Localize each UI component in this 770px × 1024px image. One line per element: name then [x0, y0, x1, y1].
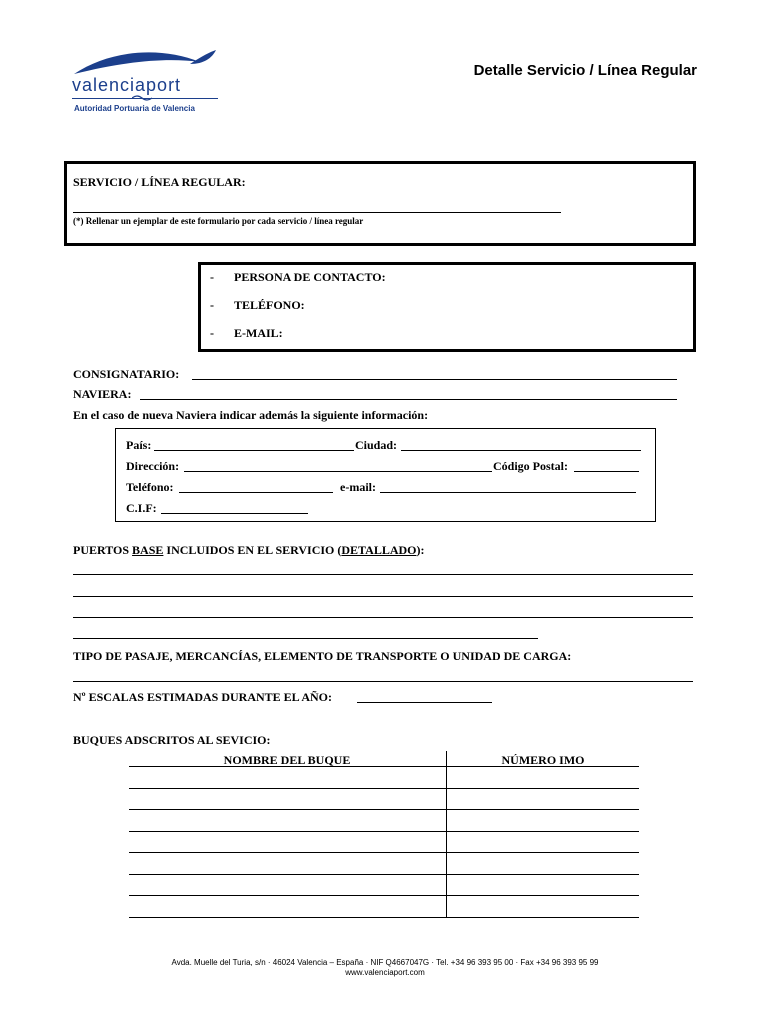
pais-label: País:: [126, 438, 152, 452]
ciudad-input-line[interactable]: [401, 450, 641, 451]
codigo-postal-input-line[interactable]: [574, 471, 639, 472]
email-input-line[interactable]: [380, 492, 636, 493]
cif-label: C.I.F:: [126, 501, 157, 515]
cif-input-line[interactable]: [161, 513, 308, 514]
logo-wave-icon: [132, 94, 152, 102]
puertos-label: [73, 543, 425, 558]
table-row[interactable]: [129, 895, 639, 896]
table-row[interactable]: [129, 809, 639, 810]
consignatario-label: CONSIGNATARIO:: [73, 367, 180, 381]
email-label: e-mail:: [340, 480, 376, 494]
naviera-input-line[interactable]: [140, 399, 677, 400]
puertos-base: BASE: [132, 543, 164, 557]
logo-name: valenciaport: [72, 75, 182, 95]
table-row[interactable]: [129, 788, 639, 789]
puertos-prefix: PUERTOS: [73, 543, 133, 557]
logo: [70, 48, 220, 118]
puertos-suffix: ):: [416, 543, 425, 557]
table-row[interactable]: [129, 874, 639, 875]
escalas-label: Nº ESCALAS ESTIMADAS DURANTE EL AÑO:: [73, 690, 333, 704]
puertos-middle: INCLUIDOS EN EL SERVICIO (: [163, 543, 342, 557]
col-nombre-buque: NOMBRE DEL BUQUE: [223, 753, 351, 767]
service-note: (*) Rellenar un ejemplar de este formulario por cada servicio / línea regular: [73, 216, 364, 226]
footer-website: www.valenciaport.com: [345, 968, 425, 977]
logo-subtitle: Autoridad Portuaria de Valencia: [74, 104, 195, 113]
table-column-divider: [446, 751, 447, 917]
pais-input-line[interactable]: [154, 450, 354, 451]
table-row[interactable]: [129, 852, 639, 853]
direccion-label: Dirección:: [126, 459, 180, 473]
col-numero-imo: NÚMERO IMO: [501, 753, 585, 767]
contact-email-label: E-MAIL:: [234, 326, 283, 340]
puertos-input-line[interactable]: [73, 596, 693, 597]
escalas-input-line[interactable]: [357, 702, 492, 703]
nueva-naviera-note: En el caso de nueva Naviera indicar además la siguiente información:: [73, 408, 429, 422]
table-row[interactable]: [129, 831, 639, 832]
logo-wing-icon: [70, 48, 220, 78]
document-title: Detalle Servicio / Línea Regular: [473, 62, 697, 79]
direccion-input-line[interactable]: [184, 471, 492, 472]
consignatario-input-line[interactable]: [192, 379, 677, 380]
naviera-label: NAVIERA:: [73, 387, 132, 401]
naviera-details-box: [115, 428, 656, 522]
contact-dash: -: [210, 326, 214, 340]
service-box: [64, 161, 696, 246]
ciudad-label: Ciudad:: [355, 438, 398, 452]
service-label: SERVICIO / LÍNEA REGULAR:: [73, 175, 246, 189]
footer-address: Avda. Muelle del Turia, s/n · 46024 Valencia – España · NIF Q4667047G · Tel. +34 96 393 95 00 · Fax +34 96 393 95 99: [171, 958, 599, 967]
codigo-postal-label: Código Postal:: [493, 459, 568, 473]
buques-table: [129, 751, 639, 919]
tipo-pasaje-input-line[interactable]: [73, 681, 693, 682]
buques-title: BUQUES ADSCRITOS AL SEVICIO:: [73, 733, 271, 747]
table-row[interactable]: [129, 917, 639, 918]
contact-person-label: PERSONA DE CONTACTO:: [234, 270, 386, 284]
telefono-label: Teléfono:: [126, 480, 174, 494]
telefono-input-line[interactable]: [179, 492, 333, 493]
puertos-input-line[interactable]: [73, 617, 693, 618]
puertos-detallado: DETALLADO: [341, 543, 417, 557]
contact-dash: -: [210, 298, 214, 312]
contact-box: [198, 262, 696, 352]
table-row[interactable]: [129, 766, 639, 767]
puertos-input-line[interactable]: [73, 574, 693, 575]
contact-dash: -: [210, 270, 214, 284]
contact-phone-label: TELÉFONO:: [234, 298, 305, 312]
tipo-pasaje-label: TIPO DE PASAJE, MERCANCÍAS, ELEMENTO DE TRANSPORTE O UNIDAD DE CARGA:: [73, 649, 572, 663]
puertos-input-line[interactable]: [73, 638, 538, 639]
service-input-line[interactable]: [73, 212, 561, 213]
